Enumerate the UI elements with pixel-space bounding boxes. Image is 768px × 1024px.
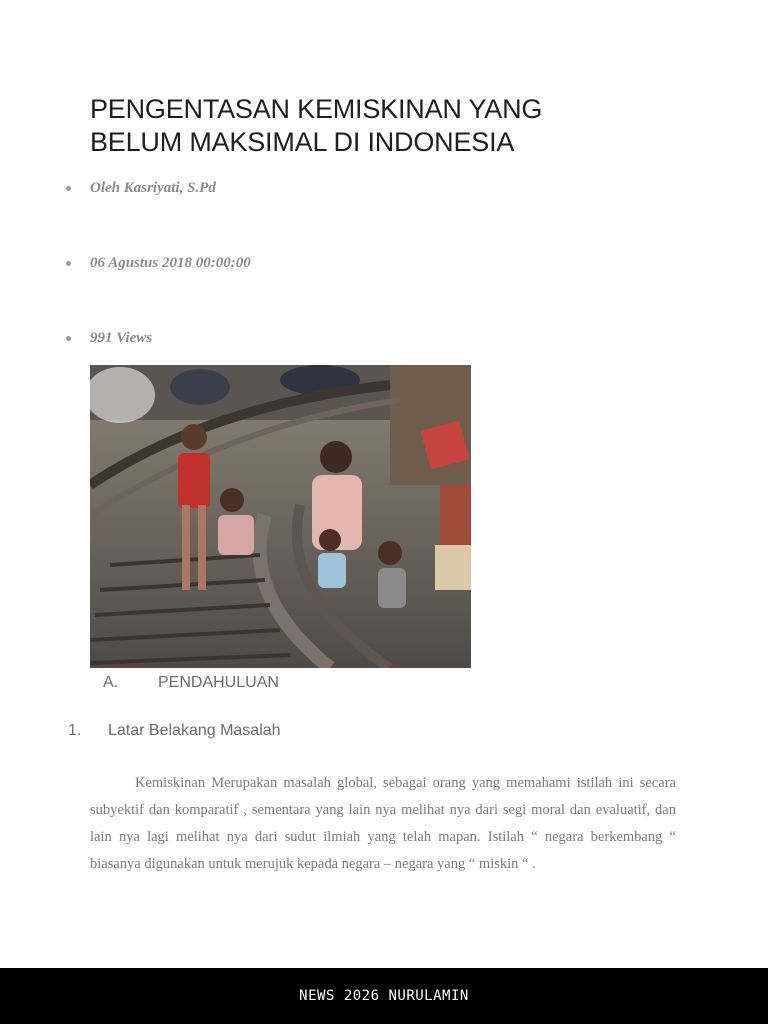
views-text: 991 Views (90, 329, 153, 346)
date-item (66, 253, 251, 273)
body-paragraph: Kemiskinan Merupakan masalah global, sebagai orang yang memahami istilah ini secara subyektif dan komparatif , sementara yang lain nya melihat nya dari segi moral dan evaluatif, dan lain nya lagi melihat nya dari sudut ilmiah yang telah mapan. Istilah “ negara berkembang “ biasanya digunakan untuk merujuk kepada negara – negara yang “ miskin “ . (90, 775, 676, 872)
section-title: PENDAHULUAN (158, 674, 279, 691)
footer-bar (0, 968, 768, 1024)
subsection-heading (68, 722, 281, 740)
footer-text: NEWS 2026 NURULAMIN (299, 988, 469, 1004)
article-photo (90, 365, 471, 668)
date-text: 06 Agustus 2018 00:00:00 (90, 254, 251, 271)
subsection-title: Latar Belakang Masalah (108, 722, 281, 739)
section-marker: A. (103, 674, 119, 691)
title-line-2: BELUM MAKSIMAL DI INDONESIA (90, 127, 515, 157)
section-heading (103, 674, 279, 692)
subsection-marker: 1. (68, 722, 82, 739)
bullet-icon (66, 186, 71, 191)
bullet-icon (66, 261, 71, 266)
author-item (66, 178, 216, 198)
title-line-1: PENGENTASAN KEMISKINAN YANG (90, 94, 543, 124)
article-title (90, 93, 650, 159)
author-text: Oleh Kasriyati, S.Pd (90, 179, 216, 196)
bullet-icon (66, 336, 71, 341)
views-item (66, 328, 152, 348)
